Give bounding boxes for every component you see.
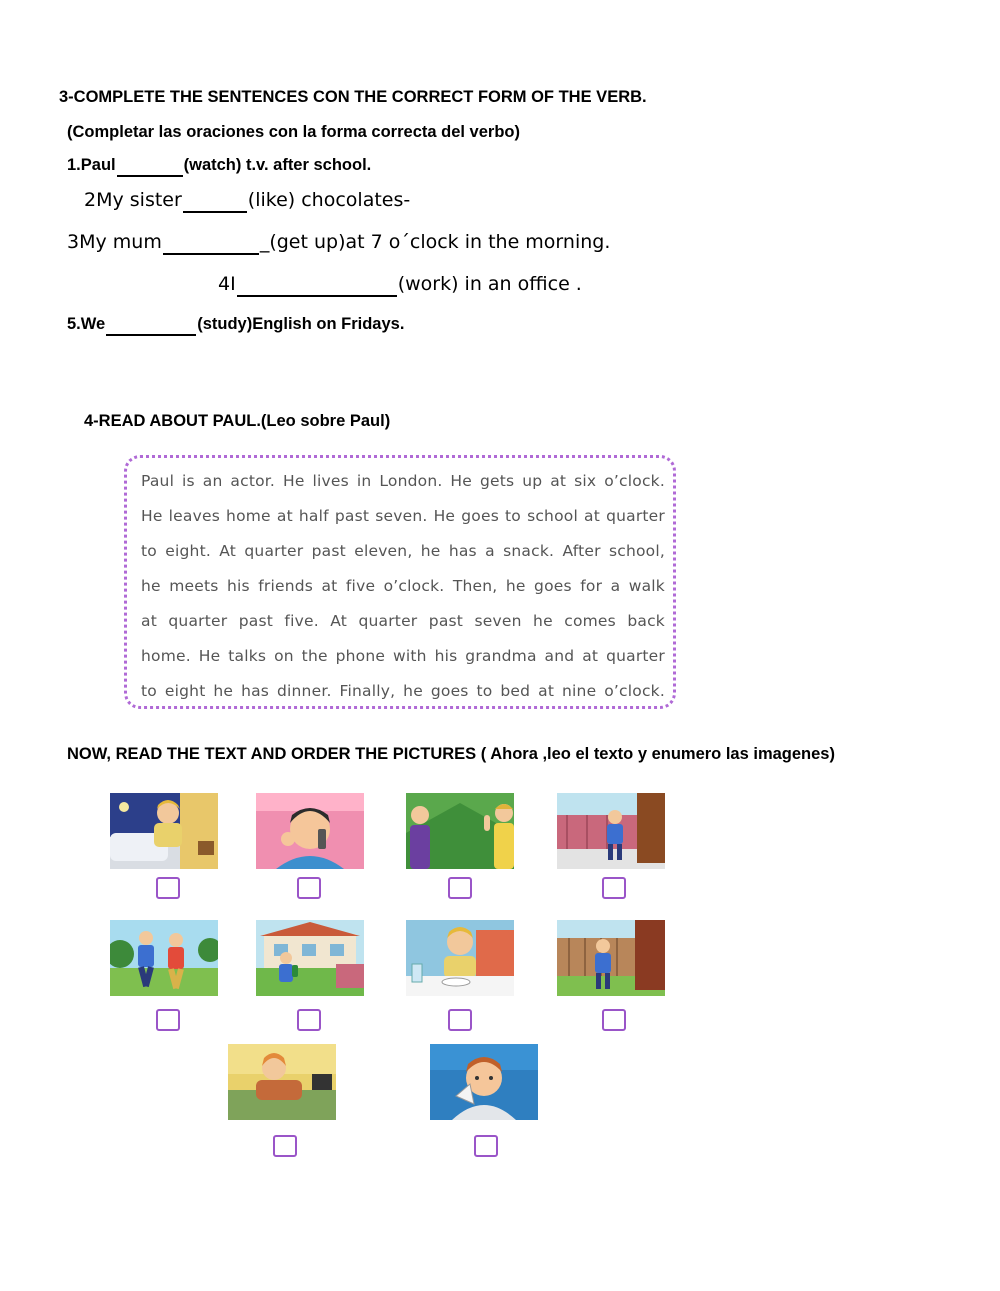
sentence-3 — [67, 231, 610, 255]
order-checkbox-10[interactable] — [474, 1135, 498, 1157]
story-line: at quarter past five. At quarter past seven he comes back — [141, 612, 665, 630]
story-line: to eight. At quarter past eleven, he has a snack. After school, — [141, 542, 665, 560]
sentence-5 — [67, 315, 404, 336]
sentence-3-after: _(get up)at 7 o´clock in the morning. — [259, 231, 611, 253]
section4-title: 4-READ ABOUT PAUL.(Leo sobre Paul) — [84, 412, 391, 430]
picture-go-to-school — [256, 920, 364, 996]
picture-leave-home — [557, 793, 665, 869]
sentence-5-before: 5.We — [67, 315, 106, 333]
sentence-1 — [67, 156, 371, 177]
order-checkbox-7[interactable] — [448, 1009, 472, 1031]
story-box — [124, 455, 676, 709]
story-line: to eight he has dinner. Finally, he goes to bed at nine o’clock. — [141, 682, 665, 700]
picture-meet-friends — [406, 793, 514, 869]
story-line: home. He talks on the phone with his grandma and at quarter — [141, 647, 665, 665]
sentence-4-after: (work) in an office . — [397, 273, 582, 295]
order-checkbox-3[interactable] — [448, 877, 472, 899]
picture-boy — [430, 1044, 538, 1120]
story-line: Paul is an actor. He lives in London. He gets up at six o’clock. — [141, 472, 665, 490]
sentence-5-after: (study)English on Fridays. — [197, 315, 405, 333]
order-checkbox-1[interactable] — [156, 877, 180, 899]
sentence-3-answer-input[interactable] — [163, 235, 259, 255]
picture-go-to-bed — [228, 1044, 336, 1120]
sentence-5-answer-input[interactable] — [106, 316, 196, 336]
sentence-2-answer-input[interactable] — [183, 193, 247, 213]
sentence-4 — [218, 273, 582, 297]
order-checkbox-2[interactable] — [297, 877, 321, 899]
sentence-2-before: 2My sister — [84, 189, 182, 211]
order-checkbox-4[interactable] — [602, 877, 626, 899]
order-checkbox-6[interactable] — [297, 1009, 321, 1031]
order-checkbox-5[interactable] — [156, 1009, 180, 1031]
sentence-3-before: 3My mum — [67, 231, 162, 253]
sentence-1-before: 1.Paul — [67, 156, 116, 174]
order-checkbox-8[interactable] — [602, 1009, 626, 1031]
section3-subtitle: (Completar las oraciones con la forma correcta del verbo) — [67, 123, 520, 141]
sentence-2-after: (like) chocolates- — [247, 189, 411, 211]
order-checkbox-9[interactable] — [273, 1135, 297, 1157]
sentence-4-answer-input[interactable] — [237, 277, 397, 297]
section3-title: 3-COMPLETE THE SENTENCES CON THE CORRECT FORM OF THE VERB. — [59, 88, 647, 106]
picture-come-back-home — [557, 920, 665, 996]
picture-walk — [110, 920, 218, 996]
picture-phone-call — [256, 793, 364, 869]
sentence-2 — [84, 189, 410, 213]
sentence-1-answer-input[interactable] — [117, 157, 183, 177]
sentence-1-after: (watch) t.v. after school. — [183, 156, 372, 174]
picture-have-snack — [406, 920, 514, 996]
picture-wake-up — [110, 793, 218, 869]
order-instruction: NOW, READ THE TEXT AND ORDER THE PICTURES ( Ahora ,leo el texto y enumero las imagenes) — [67, 745, 835, 763]
story-line: He leaves home at half past seven. He goes to school at quarter — [141, 507, 665, 525]
sentence-4-before: 4I — [218, 273, 236, 295]
story-line: he meets his friends at five o’clock. Then, he goes for a walk — [141, 577, 665, 595]
